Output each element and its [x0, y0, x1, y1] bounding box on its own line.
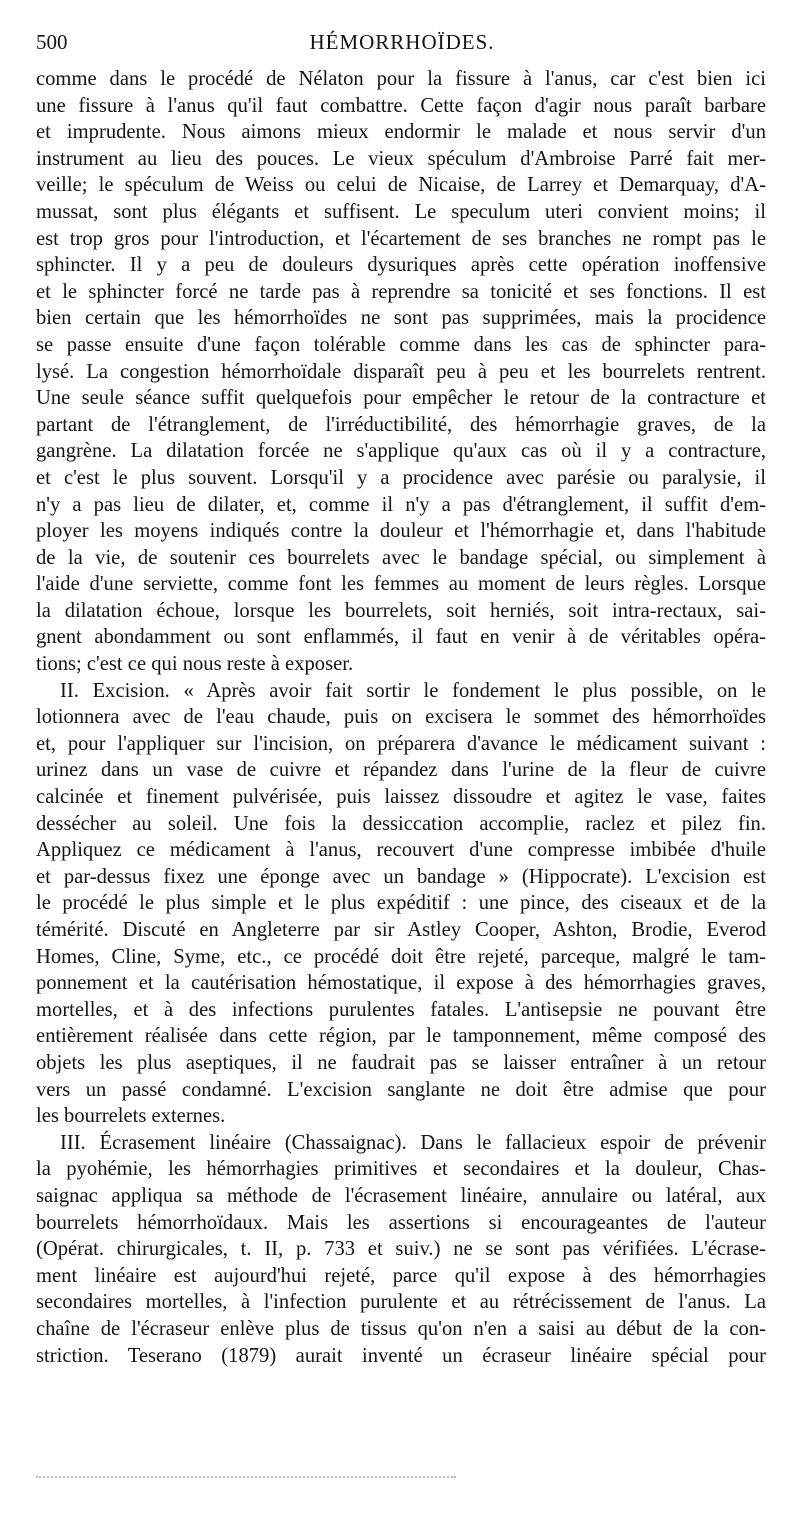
- text-line: III. Écrasement linéaire (Chassaignac). Dans le fallacieux espoir de prévenir: [60, 1131, 766, 1154]
- text-line: chaîne de l'écraseur enlève plus de tissus qu'on n'en a saisi au début de la con-: [36, 1317, 766, 1340]
- text-line: tions; c'est ce qui nous reste à exposer.: [36, 653, 354, 676]
- text-line: ponnement et la cautérisation hémostatique, il expose à des hémorrhagies graves,: [36, 972, 766, 995]
- text-line: lysé. La congestion hémorrhoïdale disparaît peu à peu et les bourrelets rentrent.: [36, 360, 766, 383]
- text-line: instrument au lieu des pouces. Le vieux spéculum d'Ambroise Parré fait mer-: [36, 147, 766, 170]
- text-line: est trop gros pour l'introduction, et l'écartement de ses branches ne rompt pas le: [36, 227, 766, 250]
- text-line: n'y a pas lieu de dilater, et, comme il n'y a pas d'étranglement, il suffit d'em-: [36, 493, 766, 516]
- text-line: dessécher au soleil. Une fois la dessiccation accomplie, raclez et pilez fin.: [36, 812, 766, 835]
- text-line: entièrement réalisée dans cette région, par le tamponnement, même composé des: [36, 1025, 766, 1048]
- footer-rule: [36, 1476, 456, 1478]
- text-line: objets les plus aseptiques, il ne faudrait pas se laisser entraîner à un retour: [36, 1051, 766, 1074]
- text-line: (Opérat. chirurgicales, t. II, p. 733 et suiv.) ne se sont pas vérifiées. L'écrase-: [36, 1238, 766, 1261]
- text-line: l'aide d'une serviette, comme font les femmes au moment de leurs règles. Lorsque: [36, 573, 766, 596]
- text-line: se passe ensuite d'une façon tolérable comme dans les cas de sphincter para-: [36, 333, 766, 356]
- text-line: Homes, Cline, Syme, etc., ce procédé doit être rejeté, parceque, malgré le tam-: [36, 945, 766, 968]
- text-line: bien certain que les hémorrhoïdes ne sont pas supprimées, mais la procidence: [36, 307, 766, 330]
- text-line: lotionnera avec de l'eau chaude, puis on excisera le sommet des hémorrhoïdes: [36, 706, 766, 729]
- running-title: HÉMORRHOÏDES.: [309, 30, 495, 54]
- text-line: de la vie, de soutenir ces bourrelets avec le bandage spécial, ou simplement à: [36, 546, 766, 569]
- text-line: la dilatation échoue, lorsque les bourrelets, soit herniés, soit intra-rectaux, sai-: [36, 599, 766, 622]
- text-line: et le sphincter forcé ne tarde pas à reprendre sa tonicité et ses fonctions. Il est: [36, 280, 766, 303]
- text-line: mussat, sont plus élégants et suffisent. Le speculum uteri convient moins; il: [36, 200, 766, 223]
- text-line: II. Excision. « Après avoir fait sortir le fondement le plus possible, on le: [60, 679, 766, 702]
- text-line: et imprudente. Nous aimons mieux endormir le malade et nous servir d'un: [36, 121, 766, 144]
- text-line: une fissure à l'anus qu'il faut combattre. Cette façon d'agir nous paraît barbare: [36, 94, 766, 117]
- text-line: comme dans le procédé de Nélaton pour la fissure à l'anus, car c'est bien ici: [36, 68, 766, 90]
- text-line: Une seule séance suffit quelquefois pour empêcher le retour de la contracture et: [36, 387, 766, 410]
- text-line: le procédé le plus simple et le plus expéditif : une pince, des ciseaux et de la: [36, 892, 766, 915]
- text-line: gnent abondamment ou sont enflammés, il faut en venir à de véritables opéra-: [36, 626, 766, 649]
- text-line: mortelles, et à des infections purulentes fatales. L'antisepsie ne pouvant être: [36, 998, 766, 1021]
- text-line: la pyohémie, les hémorrhagies primitives et secondaires et la douleur, Chas-: [36, 1158, 766, 1181]
- text-line: gangrène. La dilatation forcée ne s'applique qu'aux cas où il y a contracture,: [36, 440, 766, 463]
- text-line: les bourrelets externes.: [36, 1105, 226, 1128]
- page-number: 500: [36, 30, 68, 54]
- text-line: et par-dessus fixez une éponge avec un bandage » (Hippocrate). L'excision est: [36, 865, 766, 888]
- text-line: calcinée et finement pulvérisée, puis laissez dissoudre et agitez le vase, faites: [36, 786, 766, 809]
- text-line: partant de l'étranglement, de l'irréductibilité, des hémorrhagie graves, de la: [36, 413, 766, 436]
- page-header: [36, 30, 768, 60]
- text-line: ment linéaire est aujourd'hui rejeté, parce qu'il expose à des hémorrhagies: [36, 1264, 766, 1287]
- text-line: veille; le spéculum de Weiss ou celui de Nicaise, de Larrey et Demarquay, d'A-: [36, 174, 766, 197]
- text-line: sphincter. Il y a peu de douleurs dysuriques après cette opération inoffensive: [36, 254, 766, 277]
- text-line: ployer les moyens indiqués contre la douleur et l'hémorrhagie et, dans l'habitude: [36, 520, 766, 543]
- body-text: [36, 66, 766, 1369]
- text-line: témérité. Discuté en Angleterre par sir Astley Cooper, Ashton, Brodie, Everod: [36, 919, 766, 941]
- text-line: Appliquez ce médicament à l'anus, recouvert d'une compresse imbibée d'huile: [36, 839, 766, 862]
- text-line: bourrelets hémorrhoïdaux. Mais les assertions si encourageantes de l'auteur: [36, 1211, 766, 1234]
- text-line: secondaires mortelles, à l'infection purulente et au rétrécissement de l'anus. La: [36, 1291, 766, 1314]
- text-line: et c'est le plus souvent. Lorsqu'il y a procidence avec parésie ou paralysie, il: [36, 466, 766, 489]
- text-line: et, pour l'appliquer sur l'incision, on préparera d'avance le médicament suivant :: [36, 732, 766, 755]
- text-line: saignac appliqua sa méthode de l'écrasement linéaire, annulaire ou latéral, aux: [36, 1184, 766, 1207]
- text-line: striction. Teserano (1879) aurait inventé un écraseur linéaire spécial pour: [36, 1344, 766, 1367]
- text-line: urinez dans un vase de cuivre et répandez dans l'urine de la fleur de cuivre: [36, 759, 766, 782]
- text-line: vers un passé condamné. L'excision sanglante ne doit être admise que pour: [36, 1078, 766, 1101]
